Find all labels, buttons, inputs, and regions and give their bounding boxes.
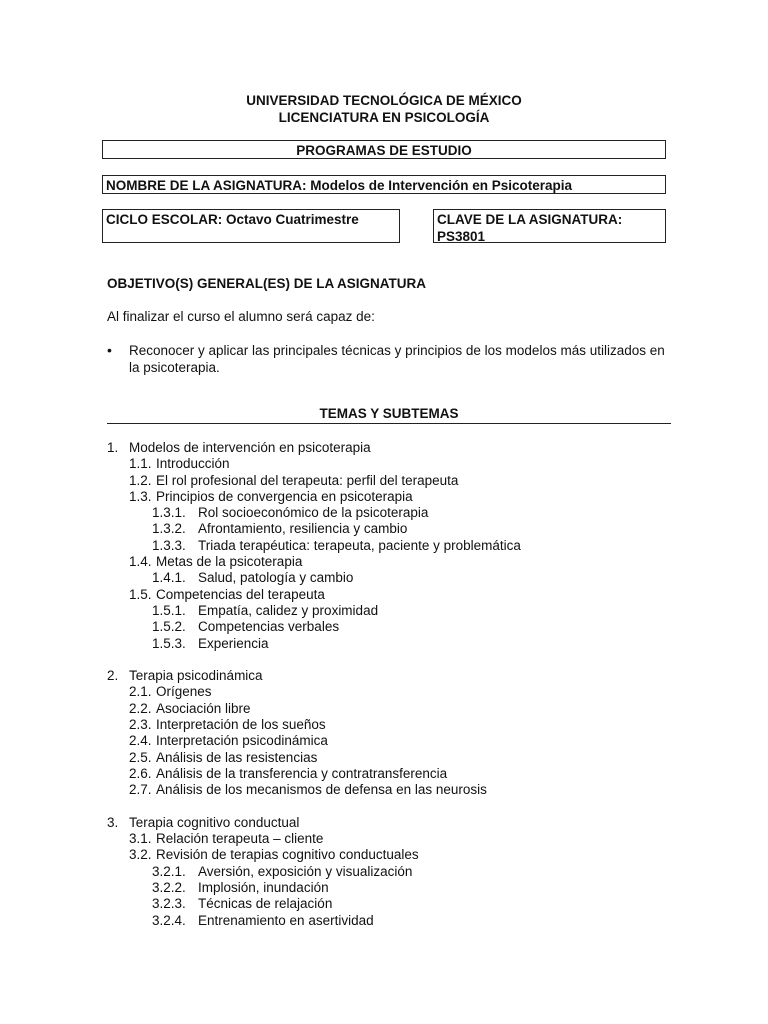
topic-label: Introducción (156, 456, 230, 472)
topic-number: 2.2. (129, 700, 152, 716)
topic-item (107, 880, 707, 896)
topic-item (107, 733, 707, 749)
topic-item (107, 766, 707, 782)
topic-label: Técnicas de relajación (198, 896, 333, 912)
topic-label: Análisis de las resistencias (156, 749, 318, 765)
topic-label: Aversión, exposición y visualización (198, 863, 413, 879)
topic-number: 3. (107, 814, 119, 830)
topic-label: Terapia cognitivo conductual (129, 814, 300, 830)
topic-number: 2.3. (129, 717, 152, 733)
topic-label: Interpretación psicodinámica (156, 733, 328, 749)
topic-item (107, 831, 707, 847)
topic-label: El rol profesional del terapeuta: perfil del terapeuta (156, 472, 459, 488)
topic-number: 1.3. (129, 488, 152, 504)
topic-number: 1.4. (129, 554, 152, 570)
degree-name: LICENCIATURA EN PSICOLOGÍA (278, 110, 490, 125)
topic-item (107, 521, 707, 537)
topic-item (107, 668, 707, 684)
topic-label: Relación terapeuta – cliente (156, 831, 324, 847)
topic-item (107, 603, 707, 619)
programas-box: PROGRAMAS DE ESTUDIO (102, 140, 666, 159)
topic-item (107, 701, 707, 717)
topic-number: 3.2.2. (152, 880, 186, 896)
topic-item (107, 456, 707, 472)
clave-value: PS3801 (437, 229, 486, 244)
topic-label: Revisión de terapias cognitivo conductuales (156, 847, 419, 863)
topic-item (107, 587, 707, 603)
topic-number: 3.1. (129, 831, 152, 847)
topic-number: 2.6. (129, 765, 152, 781)
topic-item (107, 750, 707, 766)
topic-label: Experiencia (198, 635, 269, 651)
topic-item (107, 505, 707, 521)
topic-number: 1.3.2. (152, 521, 186, 537)
section-spacer (107, 652, 707, 668)
topic-number: 3.2.3. (152, 896, 186, 912)
topic-label: Competencias verbales (198, 619, 340, 635)
topic-number: 2.7. (129, 782, 152, 798)
topic-label: Interpretación de los sueños (156, 717, 326, 733)
topic-number: 1.3.3. (152, 537, 186, 553)
topic-number: 1.4.1. (152, 570, 186, 586)
topic-label: Análisis de la transferencia y contratransferencia (156, 765, 448, 781)
topic-label: Modelos de intervención en psicoterapia (129, 440, 371, 455)
topic-number: 3.2.4. (152, 912, 186, 928)
topic-number: 2.4. (129, 733, 152, 749)
topic-item (107, 684, 707, 700)
topic-item (107, 896, 707, 912)
topic-number: 1.5.1. (152, 602, 186, 618)
topic-label: Terapia psicodinámica (129, 668, 263, 684)
objetivo-bullet (107, 342, 667, 376)
topic-item (107, 847, 707, 863)
topic-item (107, 538, 707, 554)
topic-label: Afrontamiento, resiliencia y cambio (198, 521, 408, 537)
ciclo-escolar-box: CICLO ESCOLAR: Octavo Cuatrimestre (102, 209, 400, 243)
clave-label: CLAVE DE LA ASIGNATURA: (437, 212, 623, 227)
topic-label: Rol socioeconómico de la psicoterapia (198, 505, 429, 521)
topic-number: 3.2. (129, 847, 152, 863)
topic-label: Principios de convergencia en psicoterapia (156, 488, 413, 504)
topic-number: 1.5. (129, 586, 152, 602)
university-name: UNIVERSIDAD TECNOLÓGICA DE MÉXICO (246, 93, 522, 108)
topic-label: Salud, patología y cambio (198, 570, 354, 586)
topic-label: Orígenes (156, 684, 212, 700)
topic-label: Empatía, calidez y proximidad (198, 602, 379, 618)
topic-item (107, 473, 707, 489)
topic-label: Entrenamiento en asertividad (198, 912, 374, 928)
section-spacer (107, 799, 707, 815)
topics-list (107, 440, 707, 929)
topic-item (107, 782, 707, 798)
topic-number: 1. (107, 440, 119, 455)
topic-number: 1.1. (129, 456, 152, 472)
topic-item (107, 489, 707, 505)
objetivo-intro: Al finalizar el curso el alumno será capaz de: (107, 309, 375, 324)
topic-number: 2. (107, 668, 119, 684)
topic-label: Análisis de los mecanismos de defensa en las neurosis (156, 782, 487, 798)
topic-label: Triada terapéutica: terapeuta, paciente y problemática (198, 537, 521, 553)
topic-item (107, 554, 707, 570)
document-header (0, 92, 768, 126)
clave-asignatura-box (433, 209, 666, 243)
topic-label: Asociación libre (156, 700, 251, 716)
topic-label: Competencias del terapeuta (156, 586, 325, 602)
topic-number: 3.2.1. (152, 863, 186, 879)
topic-number: 2.5. (129, 749, 152, 765)
topic-item (107, 717, 707, 733)
topic-number: 1.2. (129, 472, 152, 488)
topic-item (107, 815, 707, 831)
temas-title: TEMAS Y SUBTEMAS (107, 406, 671, 424)
bullet-icon: • (107, 342, 112, 358)
topic-item (107, 440, 707, 456)
topic-item (107, 619, 707, 635)
topic-number: 1.5.3. (152, 635, 186, 651)
topic-number: 1.3.1. (152, 505, 186, 521)
objetivo-title: OBJETIVO(S) GENERAL(ES) DE LA ASIGNATURA (107, 276, 427, 291)
objetivo-bullet-text: Reconocer y aplicar las principales técnicas y principios de los modelos más utilizados en la psicoterapia. (129, 343, 665, 375)
topic-label: Implosión, inundación (198, 880, 329, 896)
topic-item (107, 864, 707, 880)
topic-label: Metas de la psicoterapia (156, 554, 303, 570)
topic-item (107, 570, 707, 586)
topic-item (107, 913, 707, 929)
topic-number: 2.1. (129, 684, 152, 700)
topic-number: 1.5.2. (152, 619, 186, 635)
asignatura-name-box: NOMBRE DE LA ASIGNATURA: Modelos de Intervención en Psicoterapia (102, 175, 666, 194)
topic-item (107, 636, 707, 652)
